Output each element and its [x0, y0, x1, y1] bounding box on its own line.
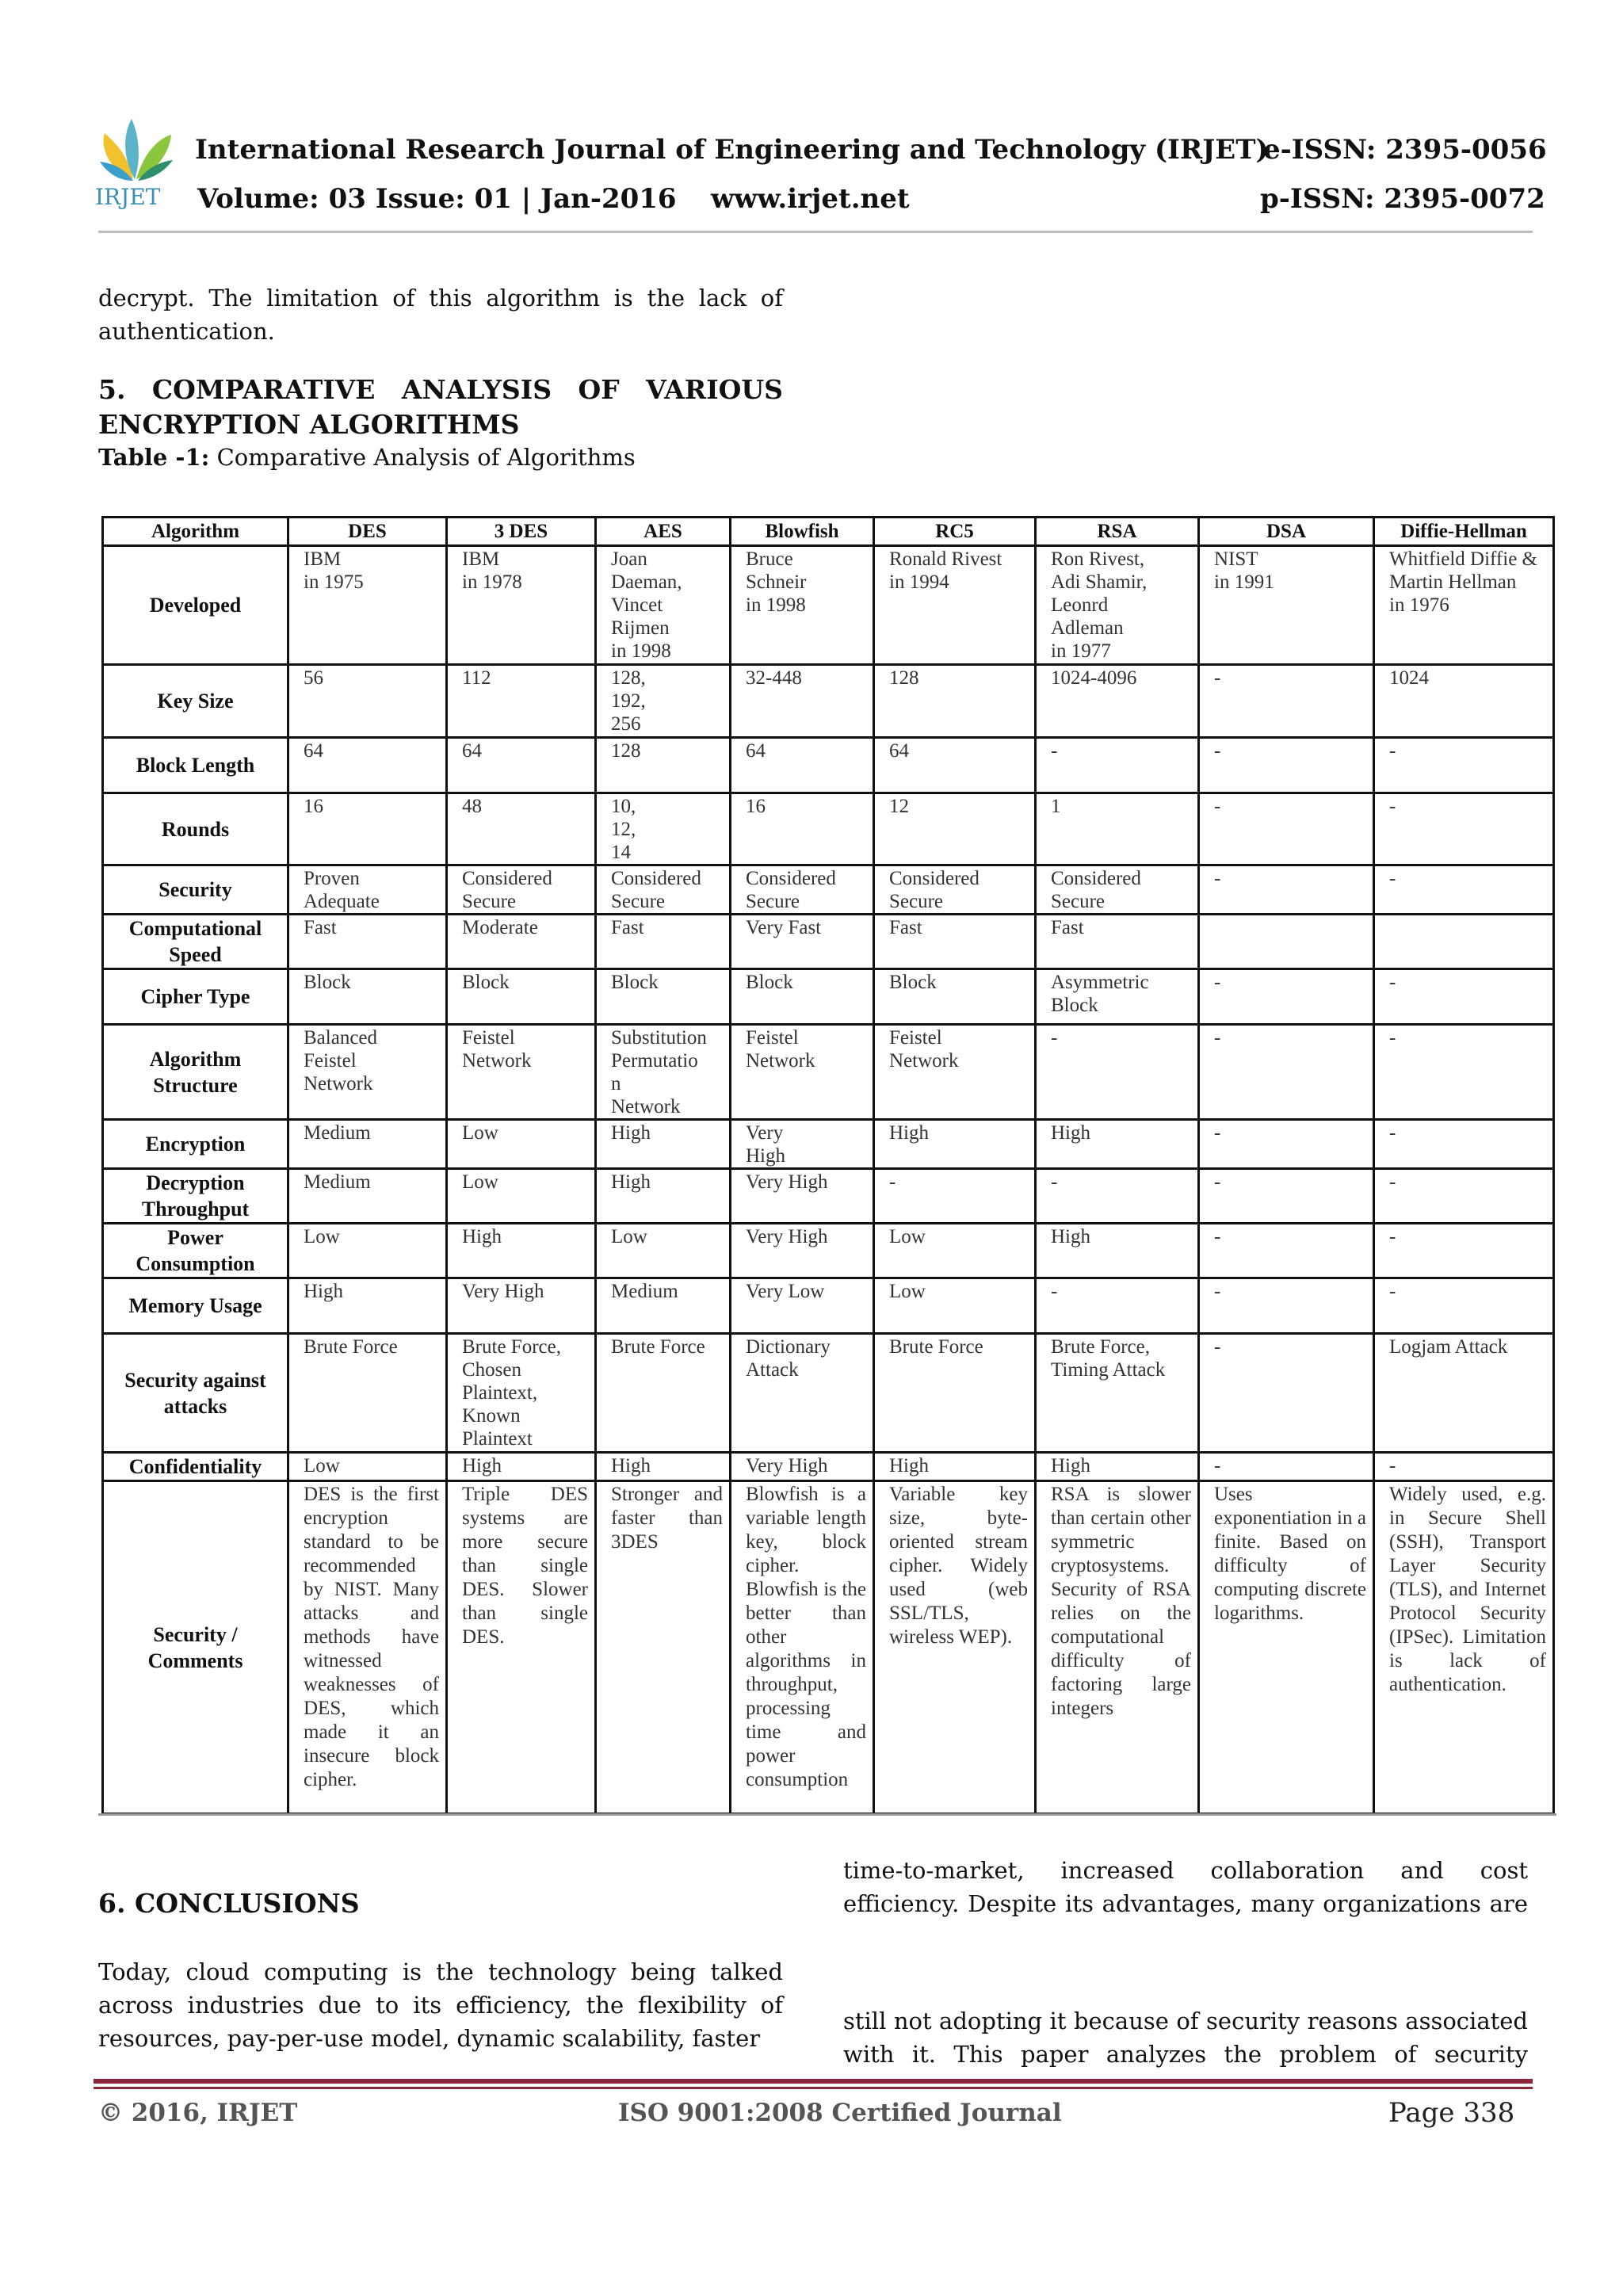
- table-cell: Brute Force, Timing Attack: [1036, 1334, 1199, 1453]
- table-caption-label: Table -1:: [98, 444, 210, 471]
- table-header-cell: AES: [596, 518, 731, 546]
- table-cell: Medium: [596, 1278, 731, 1334]
- table-cell: Block: [596, 969, 731, 1025]
- table-cell: -: [1036, 1278, 1199, 1334]
- table-row: [103, 1278, 1554, 1334]
- table-cell: Brute Force: [874, 1334, 1036, 1453]
- table-row: [103, 665, 1554, 738]
- row-header-cell: Developed: [103, 546, 288, 665]
- table-row: [103, 793, 1554, 865]
- footer-rule-bottom: [94, 2087, 1533, 2089]
- table-cell: Fast: [1036, 915, 1199, 969]
- table-cell: -: [1036, 1169, 1199, 1224]
- table-cell: -: [1199, 793, 1374, 865]
- journal-title: International Research Journal of Engineering and Technology (IRJET): [195, 134, 1269, 166]
- section-5-heading-line1: 5. COMPARATIVE ANALYSIS OF VARIOUS: [98, 374, 783, 405]
- table-cell: High: [447, 1453, 596, 1481]
- table-header-cell: Diffie-Hellman: [1374, 518, 1554, 546]
- logo-text: IRJET: [95, 184, 161, 210]
- table-cell: Low: [596, 1224, 731, 1278]
- table-header-cell: Blowfish: [731, 518, 874, 546]
- table-cell: High: [447, 1224, 596, 1278]
- row-header-cell: Decryption Throughput: [103, 1169, 288, 1224]
- table-row: [103, 1453, 1554, 1481]
- table-cell: Whitfield Diffie & Martin Hellman in 1976: [1374, 546, 1554, 665]
- table-cell: -: [1199, 969, 1374, 1025]
- table-cell: Blowfish is a variable length key, block cipher. Blowfish is the better than other algorithms in throughput, processing time and power consumption: [731, 1481, 874, 1814]
- table-cell: Block: [447, 969, 596, 1025]
- table-cell: Feistel Network: [447, 1025, 596, 1120]
- table-cell: Block: [874, 969, 1036, 1025]
- conclusion-left-paragraph: Today, cloud computing is the technology being talked across industries due to its efficiency, the flexibility of resources, pay-per-use model, dynamic scalability, faster: [98, 1958, 783, 2052]
- table-cell: -: [1199, 1453, 1374, 1481]
- table-cell: -: [1036, 1025, 1199, 1120]
- table-row: [103, 1334, 1554, 1453]
- footer-copyright: © 2016, IRJET: [98, 2099, 298, 2127]
- table-cell: High: [288, 1278, 447, 1334]
- table-bottom-rule: [98, 1813, 1556, 1816]
- table-cell: 128, 192, 256: [596, 665, 731, 738]
- table-cell: -: [1199, 865, 1374, 915]
- table-cell: RSA is slower than certain other symmetric cryptosystems. Security of RSA relies on the computational difficulty of factoring large integers: [1036, 1481, 1199, 1814]
- row-header-cell: Block Length: [103, 738, 288, 793]
- intro-paragraph: decrypt. The limitation of this algorithm is the lack of authentication.: [98, 285, 783, 345]
- table-cell: IBM in 1975: [288, 546, 447, 665]
- table-row: [103, 969, 1554, 1025]
- table-cell: High: [596, 1120, 731, 1169]
- table-cell: Asymmetric Block: [1036, 969, 1199, 1025]
- table-cell: Very Fast: [731, 915, 874, 969]
- table-cell: Feistel Network: [874, 1025, 1036, 1120]
- table-cell: High: [874, 1120, 1036, 1169]
- table-header-cell: 3 DES: [447, 518, 596, 546]
- table-cell: High: [596, 1453, 731, 1481]
- comparison-table: [101, 516, 1555, 1815]
- table-cell: Moderate: [447, 915, 596, 969]
- table-cell: -: [1199, 1120, 1374, 1169]
- table-cell: -: [1199, 1224, 1374, 1278]
- table-cell: Medium: [288, 1120, 447, 1169]
- table-cell: Logjam Attack: [1374, 1334, 1554, 1453]
- table-cell: Joan Daeman, Vincet Rijmen in 1998: [596, 546, 731, 665]
- table-cell: 64: [288, 738, 447, 793]
- table-cell: -: [1374, 1453, 1554, 1481]
- table-cell: Considered Secure: [731, 865, 874, 915]
- table-cell: 1024-4096: [1036, 665, 1199, 738]
- table-cell: Substitution Permutatio n Network: [596, 1025, 731, 1120]
- table-cell: Fast: [596, 915, 731, 969]
- table-cell: Brute Force: [596, 1334, 731, 1453]
- row-header-cell: Confidentiality: [103, 1453, 288, 1481]
- row-header-cell: Power Consumption: [103, 1224, 288, 1278]
- table-cell: -: [1374, 1120, 1554, 1169]
- table-caption: [98, 444, 636, 471]
- table-cell: -: [1374, 1169, 1554, 1224]
- table-cell: Stronger and faster than 3DES: [596, 1481, 731, 1814]
- table-cell: 56: [288, 665, 447, 738]
- table-row: [103, 1025, 1554, 1120]
- table-cell: 12: [874, 793, 1036, 865]
- journal-website[interactable]: www.irjet.net: [711, 183, 910, 215]
- table-cell: Considered Secure: [447, 865, 596, 915]
- table-row: [103, 1481, 1554, 1814]
- row-header-cell: Security against attacks: [103, 1334, 288, 1453]
- table-cell: Considered Secure: [1036, 865, 1199, 915]
- table-cell: 64: [731, 738, 874, 793]
- conclusion-right-paragraph-1: time-to-market, increased collaboration and cost efficiency. Despite its advantages, many organizations are: [843, 1857, 1528, 1917]
- row-header-cell: Computational Speed: [103, 915, 288, 969]
- table-cell: 16: [288, 793, 447, 865]
- table-cell: Brute Force, Chosen Plaintext, Known Plaintext: [447, 1334, 596, 1453]
- table-row: [103, 546, 1554, 665]
- row-header-cell: Encryption: [103, 1120, 288, 1169]
- table-cell: -: [1374, 1025, 1554, 1120]
- table-cell: Low: [874, 1224, 1036, 1278]
- p-issn: p-ISSN: 2395-0072: [1260, 183, 1545, 215]
- table-cell: Variable key size, byte-oriented stream cipher. Widely used (web SSL/TLS, wireless WEP).: [874, 1481, 1036, 1814]
- table-header-cell: Algorithm: [103, 518, 288, 546]
- table-cell: Very High: [731, 1120, 874, 1169]
- table-cell: Low: [447, 1120, 596, 1169]
- table-cell: [1374, 915, 1554, 969]
- table-cell: -: [1199, 665, 1374, 738]
- table-cell: Uses exponentiation in a finite. Based on difficulty of computing discrete logarithms.: [1199, 1481, 1374, 1814]
- table-cell: Balanced Feistel Network: [288, 1025, 447, 1120]
- table-cell: Ron Rivest, Adi Shamir, Leonrd Adleman in 1977: [1036, 546, 1199, 665]
- table-cell: -: [1199, 738, 1374, 793]
- table-cell: 1: [1036, 793, 1199, 865]
- table-row: [103, 865, 1554, 915]
- table-cell: -: [1374, 1278, 1554, 1334]
- table-cell: 10, 12, 14: [596, 793, 731, 865]
- table-cell: High: [1036, 1224, 1199, 1278]
- table-cell: 64: [447, 738, 596, 793]
- table-cell: High: [1036, 1120, 1199, 1169]
- table-cell: 128: [874, 665, 1036, 738]
- table-cell: Bruce Schneir in 1998: [731, 546, 874, 665]
- table-header-row: [103, 518, 1554, 546]
- section-5-heading: [98, 372, 783, 442]
- table-cell: Very High: [731, 1224, 874, 1278]
- table-cell: Considered Secure: [874, 865, 1036, 915]
- table-cell: Fast: [874, 915, 1036, 969]
- table-cell: Feistel Network: [731, 1025, 874, 1120]
- table-cell: 16: [731, 793, 874, 865]
- table-row: [103, 1120, 1554, 1169]
- table-cell: Block: [731, 969, 874, 1025]
- row-header-cell: Security / Comments: [103, 1481, 288, 1814]
- table-cell: 1024: [1374, 665, 1554, 738]
- row-header-cell: Memory Usage: [103, 1278, 288, 1334]
- table-cell: -: [1199, 1278, 1374, 1334]
- table-cell: Very High: [731, 1453, 874, 1481]
- row-header-cell: Key Size: [103, 665, 288, 738]
- table-header-cell: DSA: [1199, 518, 1374, 546]
- table-cell: Low: [288, 1224, 447, 1278]
- table-cell: -: [1374, 793, 1554, 865]
- table-cell: Medium: [288, 1169, 447, 1224]
- table-cell: -: [1199, 1334, 1374, 1453]
- table-cell: -: [1036, 738, 1199, 793]
- table-cell: Low: [288, 1453, 447, 1481]
- table-header-cell: RSA: [1036, 518, 1199, 546]
- row-header-cell: Cipher Type: [103, 969, 288, 1025]
- table-cell: Very High: [731, 1169, 874, 1224]
- table-cell: 128: [596, 738, 731, 793]
- table-cell: Dictionary Attack: [731, 1334, 874, 1453]
- table-cell: -: [874, 1169, 1036, 1224]
- section-6-heading: 6. CONCLUSIONS: [98, 1888, 360, 1919]
- table-header-cell: RC5: [874, 518, 1036, 546]
- table-cell: 64: [874, 738, 1036, 793]
- table-cell: Fast: [288, 915, 447, 969]
- footer-page-number: Page 338: [1388, 2097, 1515, 2129]
- table-cell: Considered Secure: [596, 865, 731, 915]
- e-issn: e-ISSN: 2395-0056: [1263, 134, 1547, 166]
- conclusion-right-paragraph-2: still not adopting it because of security reasons associated with it. This paper analyzes the problem of security: [843, 2008, 1528, 2068]
- table-cell: 48: [447, 793, 596, 865]
- table-cell: Very Low: [731, 1278, 874, 1334]
- table-cell: -: [1374, 1224, 1554, 1278]
- table-cell: -: [1374, 969, 1554, 1025]
- header-rule: [98, 231, 1533, 233]
- row-header-cell: Security: [103, 865, 288, 915]
- row-header-cell: Rounds: [103, 793, 288, 865]
- table-caption-text: Comparative Analysis of Algorithms: [216, 444, 636, 471]
- table-row: [103, 738, 1554, 793]
- table-cell: Triple DES systems are more secure than single DES. Slower than single DES.: [447, 1481, 596, 1814]
- table-cell: [1199, 915, 1374, 969]
- table-row: [103, 1224, 1554, 1278]
- table-row: [103, 915, 1554, 969]
- table-cell: Ronald Rivest in 1994: [874, 546, 1036, 665]
- table-cell: 32-448: [731, 665, 874, 738]
- table-cell: Very High: [447, 1278, 596, 1334]
- table-header-cell: DES: [288, 518, 447, 546]
- table-cell: High: [1036, 1453, 1199, 1481]
- table-cell: Low: [447, 1169, 596, 1224]
- footer-certification: ISO 9001:2008 Certified Journal: [618, 2099, 1062, 2127]
- table-cell: -: [1374, 865, 1554, 915]
- table-cell: Widely used, e.g. in Secure Shell (SSH), Transport Layer Security (TLS), and Internet Protocol Security (IPSec). Limitation is lack of authentication.: [1374, 1481, 1554, 1814]
- table-cell: -: [1199, 1025, 1374, 1120]
- table-cell: Proven Adequate: [288, 865, 447, 915]
- table-cell: -: [1374, 738, 1554, 793]
- table-cell: Low: [874, 1278, 1036, 1334]
- table-cell: NIST in 1991: [1199, 546, 1374, 665]
- table-cell: IBM in 1978: [447, 546, 596, 665]
- table-cell: -: [1199, 1169, 1374, 1224]
- row-header-cell: Algorithm Structure: [103, 1025, 288, 1120]
- table-cell: DES is the first encryption standard to be recommended by NIST. Many attacks and methods have witnessed weaknesses of DES, which made it an insecure block cipher.: [288, 1481, 447, 1814]
- footer-rule-top: [94, 2079, 1533, 2084]
- table-cell: High: [596, 1169, 731, 1224]
- table-row: [103, 1169, 1554, 1224]
- table-cell: Block: [288, 969, 447, 1025]
- volume-issue: Volume: 03 Issue: 01 | Jan-2016: [197, 183, 677, 215]
- section-5-heading-line2: ENCRYPTION ALGORITHMS: [98, 409, 520, 440]
- table-cell: High: [874, 1453, 1036, 1481]
- table-cell: Brute Force: [288, 1334, 447, 1453]
- table-cell: 112: [447, 665, 596, 738]
